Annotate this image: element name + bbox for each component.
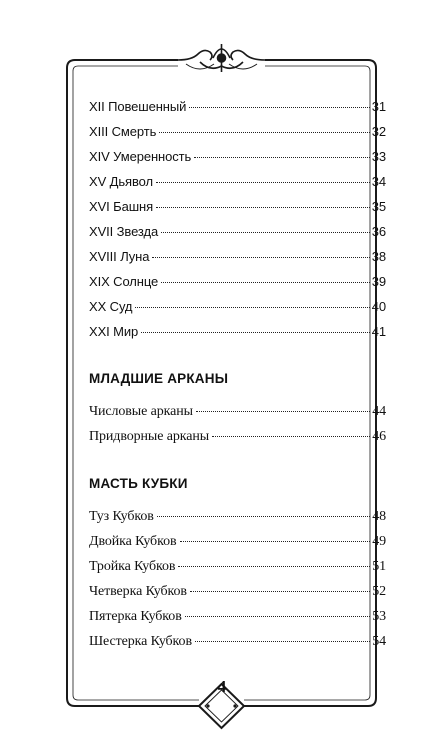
page-number: 4 <box>217 677 227 696</box>
toc-entry-title: Шестерка Кубков <box>89 634 192 649</box>
toc-entry-page-number: 53 <box>372 609 386 624</box>
toc-entry-title: Тройка Кубков <box>89 559 176 574</box>
minor-arcana-list <box>89 399 386 449</box>
section-heading-suit-cups: МАСТЬ КУБКИ <box>89 476 188 491</box>
dot-leader <box>196 411 370 412</box>
toc-entry-page-number: 33 <box>371 149 386 164</box>
toc-entry-page-number: 41 <box>371 324 386 339</box>
toc-entry-page-number: 49 <box>372 534 386 549</box>
toc-entry-page-number: 52 <box>372 584 386 599</box>
dot-leader <box>161 232 370 233</box>
toc-entry[interactable] <box>89 424 386 449</box>
page-number-badge <box>197 670 247 704</box>
toc-entry-page-number: 51 <box>372 559 386 574</box>
dot-leader <box>152 257 369 258</box>
toc-entry[interactable] <box>89 399 386 424</box>
toc-entry[interactable] <box>89 219 386 244</box>
toc-entry[interactable] <box>89 94 386 119</box>
toc-entry[interactable] <box>89 319 386 344</box>
dot-leader <box>180 541 371 542</box>
toc-entry-title: XV Дьявол <box>89 174 153 189</box>
toc-entry-title: Числовые арканы <box>89 404 193 419</box>
toc-entry-page-number: 35 <box>371 199 386 214</box>
toc-entry[interactable] <box>89 294 386 319</box>
dot-leader <box>156 182 370 183</box>
toc-entry-page-number: 38 <box>371 249 386 264</box>
toc-entry-title: XXI Мир <box>89 324 139 339</box>
toc-entry[interactable] <box>89 244 386 269</box>
dot-leader <box>212 436 370 437</box>
suit-cups-section <box>89 473 386 654</box>
toc-entry[interactable] <box>89 554 386 579</box>
toc-entry-page-number: 34 <box>371 174 386 189</box>
toc-entry-page-number: 44 <box>372 404 386 419</box>
dot-leader <box>178 566 370 567</box>
dot-leader <box>156 207 370 208</box>
toc-entry-title: XVII Звезда <box>89 224 159 239</box>
toc-entry[interactable] <box>89 604 386 629</box>
toc-entry-title: XVIII Луна <box>89 249 150 264</box>
toc-entry-page-number: 36 <box>371 224 386 239</box>
toc-entry[interactable] <box>89 169 386 194</box>
toc-entry-title: XIII Смерть <box>89 124 157 139</box>
toc-entry[interactable] <box>89 144 386 169</box>
suit-cups-list <box>89 504 386 654</box>
table-of-contents <box>89 94 386 654</box>
toc-entry-page-number: 46 <box>372 429 386 444</box>
toc-entry-title: Пятерка Кубков <box>89 609 182 624</box>
toc-entry-page-number: 39 <box>371 274 386 289</box>
toc-entry-page-number: 32 <box>371 124 386 139</box>
toc-entry-page-number: 31 <box>371 99 386 114</box>
toc-entry[interactable] <box>89 579 386 604</box>
minor-arcana-section <box>89 368 386 449</box>
dot-leader <box>185 616 370 617</box>
major-arcana-list <box>89 94 386 344</box>
dot-leader <box>194 157 370 158</box>
toc-entry-page-number: 48 <box>372 509 386 524</box>
toc-entry-title: XII Повешенный <box>89 99 187 114</box>
dot-leader <box>189 107 369 108</box>
dot-leader <box>190 591 370 592</box>
toc-entry-title: Двойка Кубков <box>89 534 177 549</box>
dot-leader <box>159 132 369 133</box>
dot-leader <box>195 641 370 642</box>
toc-entry-title: XX Суд <box>89 299 133 314</box>
toc-entry-title: Придворные арканы <box>89 429 210 444</box>
toc-entry[interactable] <box>89 119 386 144</box>
toc-entry-title: XIV Умеренность <box>89 149 192 164</box>
toc-entry-title: Туз Кубков <box>89 509 154 524</box>
toc-entry[interactable] <box>89 629 386 654</box>
dot-leader <box>157 516 370 517</box>
section-heading-minor-arcana: МЛАДШИЕ АРКАНЫ <box>89 371 229 386</box>
toc-entry[interactable] <box>89 194 386 219</box>
toc-entry-title: XIX Солнце <box>89 274 159 289</box>
toc-entry[interactable] <box>89 504 386 529</box>
top-ornament <box>178 44 265 72</box>
toc-entry[interactable] <box>89 529 386 554</box>
toc-entry-title: Четверка Кубков <box>89 584 187 599</box>
toc-entry-page-number: 54 <box>372 634 386 649</box>
dot-leader <box>135 307 369 308</box>
toc-entry-title: XVI Башня <box>89 199 154 214</box>
toc-entry[interactable] <box>89 269 386 294</box>
dot-leader <box>161 282 370 283</box>
toc-entry-page-number: 40 <box>371 299 386 314</box>
dot-leader <box>141 332 370 333</box>
